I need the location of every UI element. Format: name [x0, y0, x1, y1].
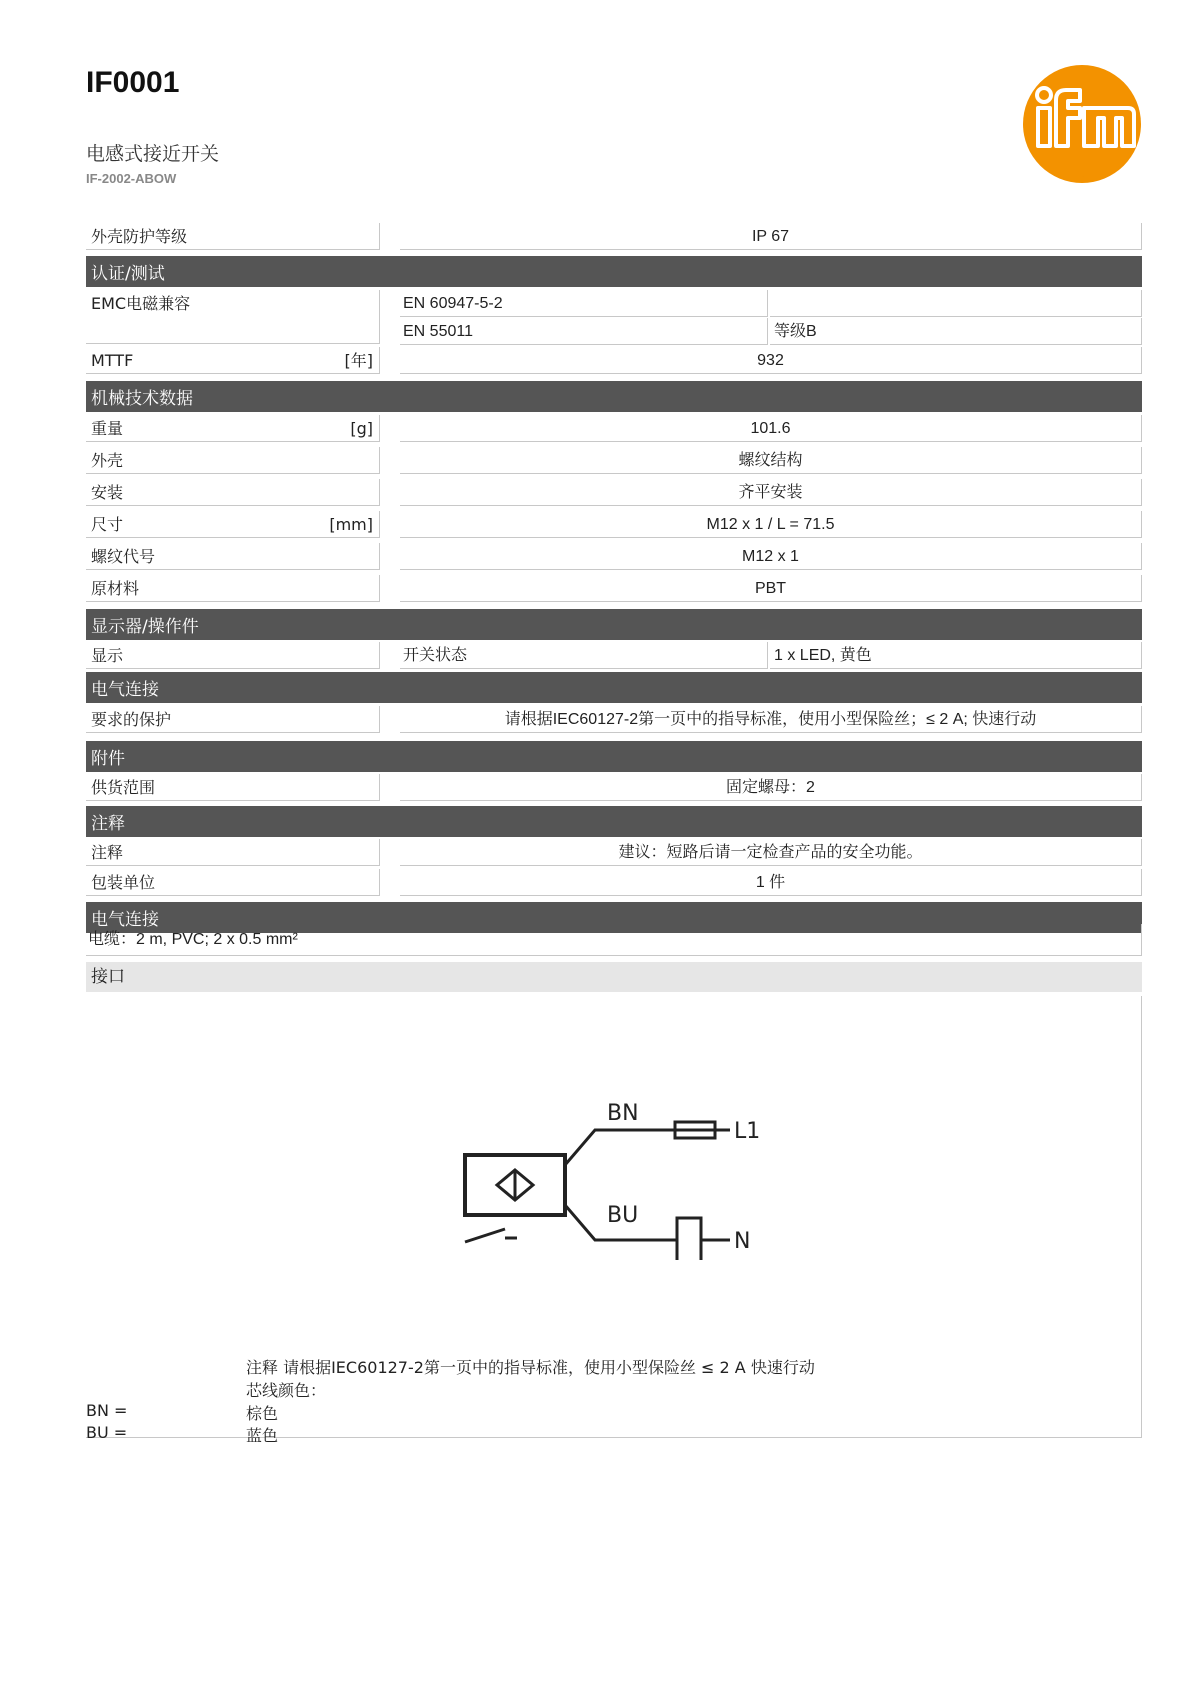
svg-text:ifm: ifm	[1082, 176, 1086, 178]
label-scope: 供货范围	[86, 774, 380, 801]
label-dimensions	[86, 511, 380, 538]
switch-symbol	[465, 1229, 505, 1242]
bu-value: 蓝色	[246, 1426, 279, 1445]
load-symbol	[677, 1218, 701, 1260]
unit-weight: [g]	[350, 419, 373, 438]
value-display-type: 开关状态	[400, 642, 768, 669]
core-colors-label: 芯线颜色：	[246, 1381, 327, 1400]
label-n: N	[734, 1229, 751, 1254]
section-electrical-connection: 电气连接	[86, 902, 1142, 933]
section-approvals: 认证/测试	[86, 256, 1142, 287]
label-protection: 外壳防护等级	[86, 223, 380, 250]
label-weight	[86, 415, 380, 442]
value-thread: M12 x 1	[400, 543, 1142, 570]
bn-value: 棕色	[246, 1404, 279, 1423]
label-thread: 螺纹代号	[86, 543, 380, 570]
label-mounting: 安装	[86, 479, 380, 506]
product-name: 电感式接近开关	[86, 143, 220, 165]
label-mttf	[86, 347, 380, 374]
value-mounting: 齐平安装	[400, 479, 1142, 506]
label-l1: L1	[734, 1119, 761, 1144]
label-mttf-text: MTTF	[91, 351, 134, 370]
value-scope: 固定螺母：2	[400, 774, 1142, 801]
section-accessories: 附件	[86, 741, 1142, 772]
label-weight-text: 重量	[91, 419, 124, 438]
bu-key: BU =	[86, 1423, 128, 1442]
value-mttf: 932	[400, 347, 1142, 374]
value-emc-class-2: 等级B	[770, 318, 1142, 345]
value-emc-standard-1: EN 60947-5-2	[400, 290, 768, 317]
label-packaging: 包装单位	[86, 869, 380, 896]
value-weight: 101.6	[400, 415, 1142, 442]
value-protection: IP 67	[400, 223, 1142, 250]
section-display: 显示器/操作件	[86, 609, 1142, 640]
wiring-diagram	[455, 1085, 785, 1260]
section-mechanical: 机械技术数据	[86, 381, 1142, 412]
value-emc-standard-2: EN 55011	[400, 318, 768, 345]
label-emc: EMC电磁兼容	[86, 290, 380, 344]
label-housing: 外壳	[86, 447, 380, 474]
interface-heading: 接口	[86, 962, 1142, 992]
value-emc-class-1	[770, 290, 1142, 317]
label-bn: BN	[607, 1101, 639, 1126]
value-required-protection: 请根据IEC60127-2第一页中的指导标准，使用小型保险丝；≤ 2 A; 快速行动	[400, 706, 1142, 733]
label-required-protection: 要求的保护	[86, 706, 380, 733]
value-material: PBT	[400, 575, 1142, 602]
label-notes: 注释	[86, 839, 380, 866]
value-housing: 螺纹结构	[400, 447, 1142, 474]
wiring-note: 注释 请根据IEC60127-2第一页中的指导标准，使用小型保险丝 ≤ 2 A 快速行动	[246, 1358, 815, 1377]
section-notes: 注释	[86, 806, 1142, 837]
ifm-logo	[1022, 64, 1142, 184]
unit-mttf: [年]	[344, 351, 373, 370]
product-code: IF0001	[86, 66, 180, 99]
brown-wire	[565, 1130, 675, 1165]
section-electrical: 电气连接	[86, 672, 1142, 703]
label-material: 原材料	[86, 575, 380, 602]
cable-spec: 电缆：2 m, PVC; 2 x 0.5 mm²	[86, 924, 1142, 956]
label-display: 显示	[86, 642, 380, 669]
product-reference: IF-2002-ABOW	[86, 171, 177, 186]
value-dimensions: M12 x 1 / L = 71.5	[400, 511, 1142, 538]
unit-dimensions: [mm]	[329, 515, 373, 534]
label-dimensions-text: 尺寸	[91, 515, 124, 534]
bn-key: BN =	[86, 1401, 128, 1420]
value-packaging: 1 件	[400, 869, 1142, 896]
value-notes: 建议：短路后请一定检查产品的安全功能。	[400, 839, 1142, 866]
value-display-led: 1 x LED, 黄色	[770, 642, 1142, 669]
label-bu: BU	[607, 1203, 639, 1228]
